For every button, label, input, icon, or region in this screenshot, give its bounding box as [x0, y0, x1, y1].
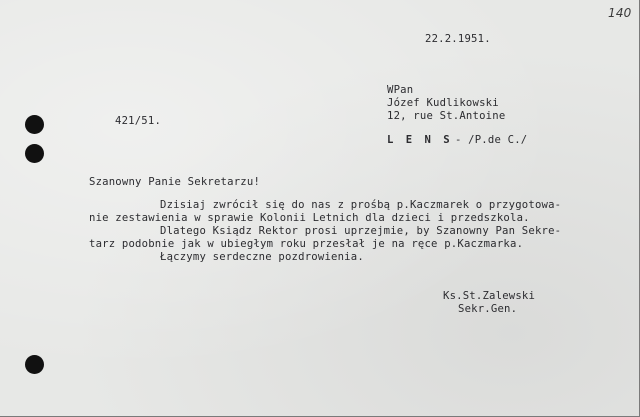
body-line-1: Dzisiaj zwrócił się do nas z prośbą p.Kaczmarek o przygotowa-: [160, 199, 562, 211]
recipient-region: - /P.de C./: [455, 134, 528, 146]
body-line-2: nie zestawienia w sprawie Kolonii Letnich dla dzieci i przedszkola.: [89, 212, 530, 224]
body-line-4: tarz podobnie jak w ubiegłym roku przesłał je na ręce p.Kaczmarka.: [89, 238, 524, 250]
recipient-line-2: Józef Kudlikowski: [387, 97, 499, 109]
punch-hole: [25, 115, 44, 134]
signature-title: Sekr.Gen.: [458, 303, 518, 315]
recipient-line-1: WPan: [387, 84, 414, 96]
recipient-line-3: 12, rue St.Antoine: [387, 110, 506, 122]
salutation: Szanowny Panie Sekretarzu!: [89, 176, 261, 188]
recipient-city: L E N S: [387, 134, 453, 146]
signature-name: Ks.St.Zalewski: [443, 290, 536, 302]
body-line-5: Łączymy serdeczne pozdrowienia.: [160, 251, 364, 263]
punch-hole: [25, 355, 44, 374]
handwritten-page-number: 140: [608, 6, 632, 20]
reference-number: 421/51.: [115, 115, 162, 127]
punch-hole: [25, 144, 44, 163]
body-line-3: Dlatego Ksiądz Rektor prosi uprzejmie, by Szanowny Pan Sekre-: [160, 225, 562, 237]
letter-date: 22.2.1951.: [425, 33, 491, 45]
